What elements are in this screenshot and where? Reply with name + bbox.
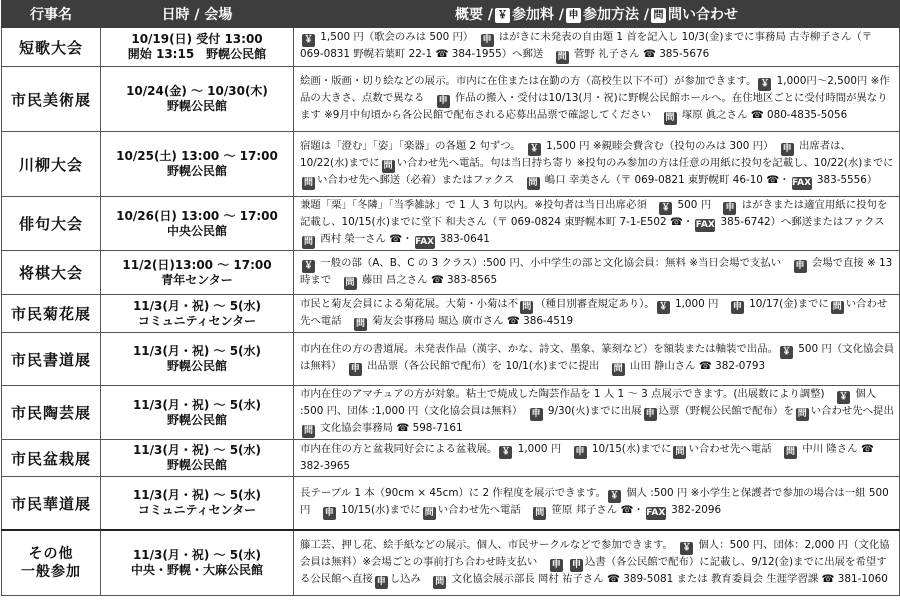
fax-icon: FAX [646, 508, 666, 518]
event-venue: 野幌公民館 [166, 99, 227, 113]
event-name [2, 132, 101, 197]
event-details [294, 295, 900, 333]
header-event-name: 行事名 [2, 1, 101, 28]
yen-fee-icon: ￥ [760, 78, 770, 89]
table-header-row [2, 1, 900, 28]
fax-icon: FAX [792, 177, 812, 188]
event-name-line: 川柳大会 [18, 155, 83, 174]
fax-icon: FAX [415, 237, 435, 247]
header-date-venue: 日時 / 会場 [101, 1, 294, 28]
header-inquiry-label: 問い合わせ [668, 7, 738, 23]
application-icon: 申 [531, 409, 541, 419]
table-row [2, 28, 900, 67]
event-name [2, 386, 101, 440]
event-details-text: 籐工芸、押し花、絵手紙などの展示。個人、市民サークルなどで参加できます。 ￥ 個人：500 円、団体：2,000 円（文化協会員は無料）※会場ごとの事前打ち合わせ時支払い 申 申 込書（各公民館で配布）に記載し、9/12(金)までに出展を希望する公民館へ直接 申 し込み 問 文化協会展示部長 岡村 祐子さん ☎ 389-5081 または 教育委員会 生涯学習課 ☎ 381-1060 [300, 538, 890, 587]
application-icon: 申 [566, 8, 581, 23]
application-icon: 申 [725, 203, 735, 213]
inquiry-icon: 問 [383, 160, 393, 171]
yen-fee-icon: ￥ [781, 347, 791, 357]
inquiry-icon: 問 [613, 364, 623, 374]
table-row [2, 386, 900, 440]
inquiry-icon: 問 [665, 112, 675, 123]
application-icon: 申 [795, 260, 805, 271]
event-details [294, 197, 900, 251]
event-date-venue [101, 440, 294, 477]
event-name [2, 477, 101, 531]
application-icon: 申 [575, 447, 585, 458]
event-date: 11/3(月・祝) ～ 5(水) [132, 344, 262, 358]
yen-fee-icon: ￥ [529, 143, 539, 154]
header-details [294, 1, 900, 28]
event-name-line: 市民美術展 [10, 90, 91, 109]
yen-fee-icon: ￥ [501, 447, 511, 458]
application-icon: 申 [645, 409, 655, 419]
application-icon: 申 [438, 95, 448, 106]
header-method-label: 参加方法 / [583, 7, 649, 23]
event-details-text: 兼題「栗」「冬隣」「当季雑詠」で 1 人 3 句以内。※投句者は当日出席必須 ￥ 500 円 申 はがきまたは適宜用紙に投句を記載し、10/15(水)までに堂下 和夫さん（〒 069-0824 東野幌本町 7-1-E502 ☎・ FAX 385-6742）へ郵送またはファクス 問 西村 榮一さん ☎・ FAX 383-0641 [300, 199, 895, 247]
event-venue: 中央公民館 [166, 223, 227, 238]
event-date: 10/19(日) 受付 13:00 [131, 32, 263, 46]
yen-fee-icon: ￥ [658, 301, 668, 312]
application-icon: 申 [482, 35, 492, 45]
event-schedule-table [1, 0, 900, 596]
application-icon: 申 [732, 301, 742, 312]
event-date-venue [101, 132, 294, 197]
table-row [2, 477, 900, 531]
event-details [294, 132, 900, 197]
event-name [2, 295, 101, 333]
event-venue: 野幌公民館 [166, 359, 227, 373]
event-details [294, 251, 900, 295]
event-name-line: 短歌大会 [18, 38, 83, 57]
inquiry-icon: 問 [535, 508, 545, 518]
application-icon: 申 [551, 559, 561, 570]
event-name [2, 251, 101, 295]
event-venue: 野幌公民館 [166, 412, 227, 427]
event-date-venue [101, 251, 294, 295]
event-venue: 中央・野幌・大麻公民館 [130, 563, 263, 577]
event-details-text: 市内在住のアマチュアの方が対象。粘土で焼成した陶芸作品を 1 人 1 ～ 3 点展示できます。(出展数により調整) ￥ 個人 :500 円、団体 :1,000 円（文化協会員は無料） 申 9/30(火)までに出展 申 込票（野幌公民館で配布）を 問 い合わせ先へ提出 問 文化協会事務局 ☎ 598-7161 [300, 388, 894, 436]
inquiry-icon: 問 [832, 301, 842, 312]
event-name [2, 333, 101, 386]
yen-fee-icon: ￥ [682, 542, 692, 553]
table-row [2, 440, 900, 477]
event-details-text: 絵画・版画・切り絵などの展示。市内に在住または在勤の方（高校生以下不可）が参加できます。 ￥ 1,000円～2,500円 ※作品の大きさ、点数で異なる 申 作品の搬入・受付は10/13(月・祝)に野幌公民館ホールへ。在住地区ごとに受付時間が異なります ※9月中旬頃から各公民館で配布される応募出品票で確認してください 問 塚原 眞之さん ☎ 080-4835-5056 [300, 74, 890, 123]
inquiry-icon: 問 [785, 447, 795, 458]
event-details-text: ￥ 一般の部（A、B、C の 3 クラス）:500 円、小中学生の部と文化協会員：無料 ※当日会場で支払い 申 会場で直接 ※ 13 時まで 問 藤田 昌之さん ☎ 383-8565 [300, 256, 893, 288]
table-row [2, 333, 900, 386]
event-date: 11/3(月・祝) ～ 5(水) [132, 397, 262, 412]
event-date: 11/3(月・祝) ～ 5(水) [132, 298, 262, 313]
event-details [294, 333, 900, 386]
inquiry-icon: 問 [557, 52, 567, 62]
application-icon: 申 [782, 143, 792, 154]
table-row [2, 197, 900, 251]
event-date: 11/3(月・祝) ～ 5(水) [132, 443, 262, 457]
event-date: 11/3(月・祝) ～ 5(水) [132, 488, 262, 502]
application-icon: 申 [324, 508, 334, 518]
event-name-line: 市民陶芸展 [10, 404, 91, 422]
event-name [2, 28, 101, 67]
event-details [294, 67, 900, 132]
event-details [294, 477, 900, 531]
yen-fee-icon: ￥ [838, 392, 848, 402]
inquiry-icon: 問 [355, 318, 365, 329]
event-details-text: ￥ 1,500 円（歌会のみは 500 円） 申 はがきに未発表の自由題 1 首を記入し 10/3(金)までに事務局 古寺柳子さん（〒 069-0831 野幌若葉町 22-1 ☎ 384-1955）へ郵送 問 菅野 礼子さん ☎ 385-5676 [300, 31, 873, 62]
inquiry-icon: 問 [303, 177, 313, 188]
event-name-line: 市民書道展 [10, 350, 91, 369]
yen-fee-icon: ￥ [495, 8, 510, 23]
event-name-line: 将棋大会 [18, 264, 83, 282]
event-date-venue [101, 386, 294, 440]
event-venue: 野幌公民館 [166, 458, 227, 472]
yen-fee-icon: ￥ [661, 203, 671, 213]
event-name [2, 197, 101, 251]
application-icon: 申 [376, 576, 386, 587]
table-row [2, 67, 900, 132]
inquiry-icon: 問 [424, 508, 434, 518]
event-venue: 開始 13:15 野幌公民館 [127, 47, 267, 61]
header-fee-label: 参加料 / [512, 7, 564, 23]
event-details [294, 28, 900, 67]
event-date-venue [101, 295, 294, 333]
event-name-line: 市民盆栽展 [10, 449, 91, 468]
yen-fee-icon: ￥ [609, 491, 619, 501]
application-icon: 申 [572, 559, 582, 570]
event-venue: コミュニティセンター [137, 313, 257, 328]
event-date: 10/25(土) 13:00 ～ 17:00 [116, 149, 278, 163]
event-date-venue [101, 67, 294, 132]
inquiry-icon: 問 [303, 426, 313, 436]
event-venue: 青年センター [161, 272, 233, 287]
table-row [2, 132, 900, 197]
event-name [2, 440, 101, 477]
event-date-venue [101, 333, 294, 386]
event-date-venue [101, 197, 294, 251]
event-details-text: 市民と菊友会員による菊花展。大菊・小菊は不 問 （種目別審査規定あり）。 ￥ 1,000 円 申 10/17(金)までに 問 い合わせ先へ電話 問 菊友会事務局 堀込 廣市さん ☎ 386-4519 [300, 297, 888, 329]
inquiry-icon: 問 [522, 301, 532, 312]
inquiry-icon: 問 [303, 237, 313, 247]
event-venue: コミュニティセンター [137, 503, 257, 517]
inquiry-icon: 問 [651, 8, 666, 23]
event-details [294, 386, 900, 440]
event-name-line: 市民華道展 [10, 494, 91, 513]
event-name-line: その他 [28, 546, 74, 562]
event-date: 10/24(金) ～ 10/30(木) [126, 84, 268, 98]
event-details-text: 宿題は「澄む」「姿」「楽器」の各題 2 句ずつ。 ￥ 1,500 円 ※親睦会費含む（投句のみは 300 円） 申 出席者は、10/22(水)までに 問 い合わせ先へ電話。句は当日持ち寄り ※投句のみ参加の方は任意の用紙に投句を記載し、10/22(水)までに問 い合わせ先へ郵送（必着）またはファクス 問 嶋口 幸美さん（〒 069-0821 東野幌町 46-10 ☎・ FAX 383-5556） [300, 139, 894, 188]
header-overview-label: 概要 / [455, 7, 493, 23]
table-row [2, 530, 900, 596]
application-icon: 申 [350, 364, 360, 374]
event-date: 11/2(日)13:00 ～ 17:00 [122, 257, 272, 272]
event-date: 10/26(日) 13:00 ～ 17:00 [116, 208, 278, 223]
inquiry-icon: 問 [528, 177, 538, 188]
event-details [294, 530, 900, 596]
event-name-line: 市民菊花展 [10, 305, 91, 323]
event-name [2, 67, 101, 132]
event-date-venue [101, 477, 294, 531]
event-details-text: 市内在住の方の書道展。未発表作品（漢字、かな、詩文、墨象、篆刻など）を額装または軸装で出品。 ￥ 500 円（文化協会員は無料） 申 出品票（各公民館で配布）を 10/1(水)までに提出 問 山田 静山さん ☎ 382-0793 [300, 343, 895, 374]
event-date: 11/3(月・祝) ～ 5(水) [132, 548, 262, 562]
event-details [294, 440, 900, 477]
table-row [2, 251, 900, 295]
event-date-venue [101, 28, 294, 67]
event-details-text: 市内在住の方と盆栽同好会による盆栽展。 ￥ 1,000 円 申 10/15(水)までに 問 い合わせ先へ電話 問 中川 隆さん ☎ 382-3965 [300, 443, 874, 473]
yen-fee-icon: ￥ [303, 35, 313, 45]
inquiry-icon: 問 [675, 447, 685, 458]
inquiry-icon: 問 [797, 409, 807, 419]
yen-fee-icon: ￥ [303, 260, 313, 271]
inquiry-icon: 問 [435, 576, 445, 587]
inquiry-icon: 問 [345, 277, 355, 288]
event-details-text: 長テーブル 1 本（90cm × 45cm）に 2 作程度を展示できます。 ￥ 個人 :500 円 ※小学生と保護者で参加の場合は一組 500 円 申 10/15(水)までに 問 い合わせ先へ電話 問 笹原 邦子さん ☎・ FAX 382-2096 [300, 487, 889, 518]
event-name-line: 一般参加 [21, 564, 81, 580]
table-row [2, 295, 900, 333]
event-venue: 野幌公民館 [166, 164, 227, 178]
event-name [2, 530, 101, 596]
event-name-line: 俳句大会 [18, 215, 83, 233]
fax-icon: FAX [695, 220, 715, 230]
event-date-venue [101, 530, 294, 596]
